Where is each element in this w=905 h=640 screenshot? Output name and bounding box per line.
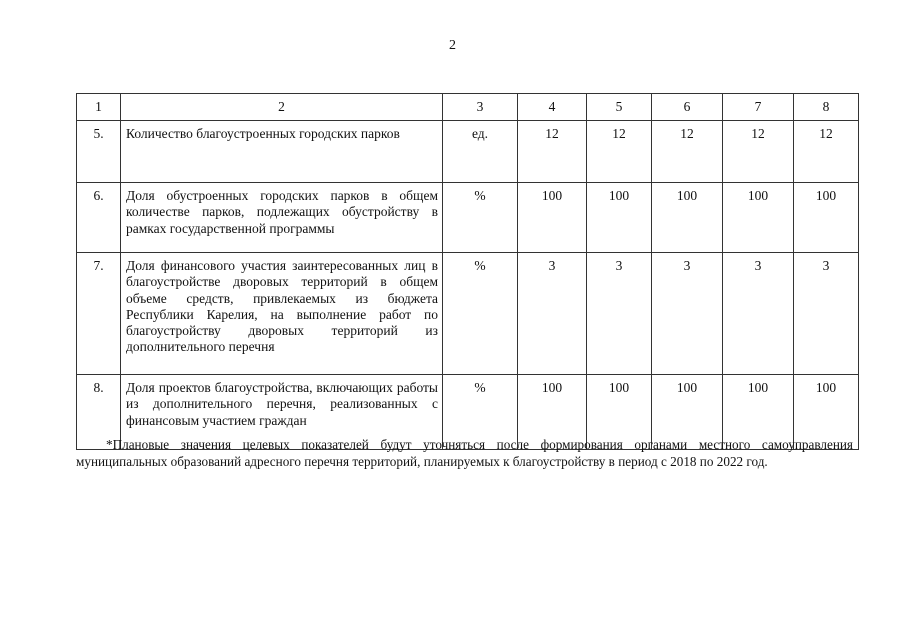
value-cell: 100 — [794, 375, 859, 450]
value-cell: 3 — [794, 253, 859, 375]
header-cell: 3 — [443, 94, 518, 121]
row-number: 8. — [77, 375, 121, 450]
table-row — [77, 183, 859, 253]
table-row — [77, 121, 859, 183]
header-cell: 7 — [723, 94, 794, 121]
value-cell: 3 — [723, 253, 794, 375]
value-cell: 12 — [652, 121, 723, 183]
indicators-table — [76, 93, 859, 450]
value-cell: 3 — [652, 253, 723, 375]
footnote: *Плановые значения целевых показателей будут уточняться после формирования органами местного самоуправления муниципальных образований адресного перечня территорий, планируемых к благоустройству в период с 2018 по 2022 год. — [76, 437, 853, 469]
value-cell: 100 — [518, 183, 587, 253]
value-cell: 100 — [652, 183, 723, 253]
value-cell: 3 — [518, 253, 587, 375]
header-cell: 2 — [121, 94, 443, 121]
indicator-name: Доля обустроенных городских парков в общем количестве парков, подлежащих обустройству в рамках государственной программы — [121, 183, 443, 253]
header-cell: 8 — [794, 94, 859, 121]
header-cell: 4 — [518, 94, 587, 121]
value-cell: 12 — [587, 121, 652, 183]
row-number: 6. — [77, 183, 121, 253]
unit-cell: % — [443, 375, 518, 450]
value-cell: 12 — [794, 121, 859, 183]
value-cell: 100 — [587, 375, 652, 450]
indicator-name: Доля проектов благоустройства, включающих работы из дополнительного перечня, реализованных с финансовым участием граждан — [121, 375, 443, 450]
value-cell: 100 — [723, 183, 794, 253]
value-cell: 100 — [794, 183, 859, 253]
indicator-name: Доля финансового участия заинтересованных лиц в благоустройстве дворовых территорий в общем объеме средств, привлекаемых из бюджета Республики Карелия, на выполнение работ по благоустройству дворовых территорий из дополнительного перечня — [121, 253, 443, 375]
value-cell: 100 — [587, 183, 652, 253]
unit-cell: % — [443, 253, 518, 375]
value-cell: 100 — [652, 375, 723, 450]
header-cell: 1 — [77, 94, 121, 121]
unit-cell: % — [443, 183, 518, 253]
value-cell: 12 — [723, 121, 794, 183]
indicator-name: Количество благоустроенных городских парков — [121, 121, 443, 183]
row-number: 7. — [77, 253, 121, 375]
header-cell: 5 — [587, 94, 652, 121]
value-cell: 100 — [518, 375, 587, 450]
page-number: 2 — [449, 38, 456, 53]
value-cell: 3 — [587, 253, 652, 375]
value-cell: 12 — [518, 121, 587, 183]
table-row — [77, 253, 859, 375]
header-cell: 6 — [652, 94, 723, 121]
value-cell: 100 — [723, 375, 794, 450]
table-header-row — [77, 94, 859, 121]
unit-cell: ед. — [443, 121, 518, 183]
row-number: 5. — [77, 121, 121, 183]
